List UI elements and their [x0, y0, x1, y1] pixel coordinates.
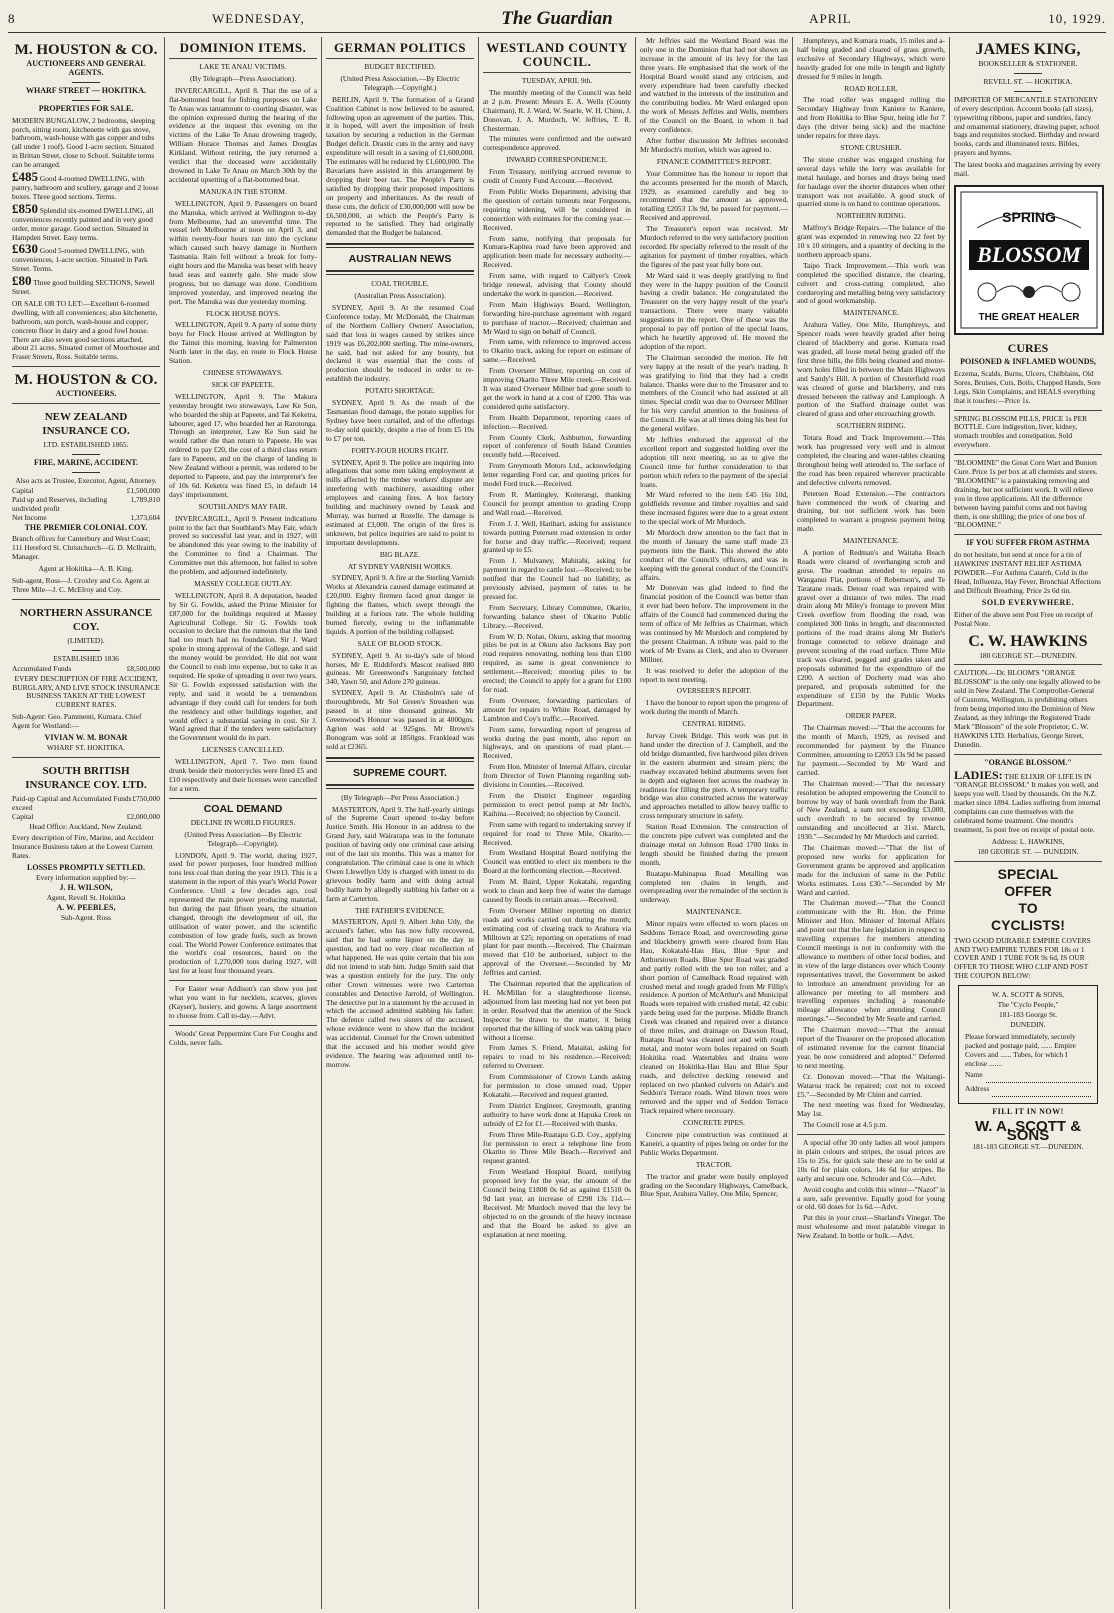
article-paragraph: A portion of Redman's and Waitaha Beach Roads were cleared of overhanging scrub and gorse. The roadman attended to repairs on Wanganui Flat, portions of Robertson's, and Te Taratane roads. Detour road was repaired with gravel over a distance of two miles. The road drain along Mr Miley's frontage to prevent Mint Creek overflow from flooding the road, was completed 300 links in length, and disconnected portions of the road drains along Mr Butler's frontage connected to relieve drainage and prevent scouring of the road surface. Three Mile track was cleared, pegged and grades taken and proposals submitted for the expenditure of the £200. A section of Docherty road was also prepared, and proposals submitted for the expenditure of £150 by the Public Works Department. [797, 548, 945, 709]
ladies-address-2: 180 GEORGE ST. — DUNEDIN. [977, 846, 1079, 856]
article-paragraph: From Overseer Millner, reporting on cost of improving Okarito Three Mile creek.—Received. It was stated Overseer Millner had gone south to get the work in hand at a cost of £200. This was considered quite satisfactory. [483, 366, 631, 411]
houston-ad-sub: AUCTIONEERS AND GENERAL AGENTS. [26, 59, 146, 77]
article-paragraph: From same with regard to undertaking survey if required for road to Three Mile, Okarito.—Received. [483, 819, 631, 847]
article-subtitle: DECLINE IN WORLD FIGURES. [190, 817, 296, 827]
masthead-month: APRIL [809, 11, 852, 26]
article-paragraph: From same, with reference to improved access to Okarito track, asking for report on estimate of same.—Received. [483, 337, 631, 365]
article-paragraph: After further discussion Mr Jeffries seconded Mr Murdoch's motion, which was agreed to. [640, 135, 788, 154]
offer-line-3: TO [1018, 899, 1038, 916]
listing-text: Splendid six-roomed DWELLING, all conveniences recently painted and in very good order, motor garage. Good section. Situated in Hampden Street. Easy terms. [12, 205, 154, 242]
article-paragraph: The Chairman moved:—"That the Council communicate with the Rt. Hon. the Prime Minister and Hon. Minister of Internal Affairs and point out that the late legislation in respect to travelling expenses for members attending Council meetings is not in conformity with the allowance to members of other local bodies, and in view of the large distances over which County representatives travel, the Government be asked to introduce an amendment providing for an allowance per meeting to all members and travelling expenses including a reasonable mileage allowance when attending Council meetings."—Seconded by Mr Searle and carried. [797, 898, 945, 1024]
ladies-text: THE ELIXIR OF LIFE IS IN "ORANGE BLOSSOM." It makes you well, and keeps you well. Used by thousands. On the N.Z. market since 1894. Ladies suffering from internal complaints can cure themselves with the celebrated home treatment. One month's treatment, 5s post free on receipt of postal note. [954, 771, 1101, 834]
coupon-address: 181-183 George St. [999, 1010, 1057, 1019]
article-paragraph: Mr Ward said it was deeply gratifying to find they were in the happy position of the Council having a credit balance. He congratulated the Treasurer on the very happy result of the year's transactions. There were many valuable suggestions in the report. One of these was the proposal to pay off portion of the special loans, which he heartily approved of. He moved the adoption of the report. [640, 270, 788, 351]
advertisement: For Easter wear Addison's can show you just what you want in fur necklets, scarves, gloves (Kayser), hosiery, and gowns. A large assortment to choose from. Call to-day.—Advt. [169, 984, 317, 1020]
article-paragraph: Petersen Road Extension.—The contractors have commenced the work of clearing and draining, but not sufficient work has been completed to warrant a progress payment being made. [797, 488, 945, 534]
article-paragraph: The Chairman moved:—"That the accounts for the month of March, 1929, as revised and recommended for payment by the Finance Committee, amounting to £2053 13s 9d be passed for payment.—Seconded by Mr Ward and carried. [797, 723, 945, 777]
article-paragraph: The Chairman moved:—"That the necessary resolution be adopted empowering the Council to borrow by way of bank overdraft from the Bank of New Zealand, a sum not exceeding £3,000, such overdraft to be secured by revenue outstanding and uncollected at 31st. March, 1930."—Seconded by Mr Murdoch and carried. [797, 778, 945, 842]
coupon-text: Please forward immediately, securely packed and postage paid, ...... Empire Covers and ...... Tubes, for which I enclose ....... [965, 1031, 1076, 1068]
nzi-branch: Branch offices for Canterbury and West Coast; 111 Hereford St. Christchurch—G. D. McIlraith, Manager. [12, 534, 157, 562]
address-field[interactable] [992, 1087, 1091, 1097]
row-value: £8,500,000 [126, 663, 160, 673]
masthead-date: 10, 1929. [1048, 11, 1106, 26]
columns [8, 37, 1106, 1609]
article-paragraph: MASTERTON, April 9. The half-yearly sittings of the Supreme Court opened to-day before Justice Smith. His Honour in an address to the Grand Jury, said Wairarapa was in the fortunate position of having only one criminal case arising out of the last six months. This was a matter for congratulation. The criminal case is one in which Owen Llewellyn Udy is charged with intent to do grievous bodily harm and with doing actual bodily harm by allegedly stabbing his father on a farm at Carterton. [326, 804, 474, 903]
advertisement: Woods' Great Peppermint Cure For Coughs and Colds, never fails. [169, 1028, 317, 1047]
nzi-income-row [12, 514, 160, 523]
sold-everywhere: SOLD EVERYWHERE. [981, 597, 1075, 607]
article-source: (United Press Association—By Electric Telegraph—Copyright). [184, 829, 302, 848]
article-paragraph: MASTERTON, April 9. Albert John Udy, the accused's father, who has now fully recovered, said that he had some liquor on the day in question, and had no very clear recollection of what happened. He was quite certain that his son did not intend to stab him. Judge Smith said that was a question entirely for the jury. The only other Crown witnesses were two Carterton constables and Detective Jarrold, of Wellington. The detective put in a statement by the accused in which the accused admitted stabbing his father. The defence called two sisters of the accused, whose evidence went to show that the incident was accidental. Counsel for the Crown submitted that the accused and his mother would give evidence. The hearing was adjourned until to-morrow. [326, 917, 474, 1069]
northern-funds-row [12, 665, 160, 674]
article-paragraph: Arahura Valley, One Mile, Humphreys, and Spencer roads were heavily graded after being cleared of blackberry and gorse. Kumara road was graded, all loose metal being graded off the first three hills, the fills being cleaned and motor-worn holes filled in between the Main Highways and Sandy's Hill. A portion of Chesterfield road was cleared of gorse and blackberry, and ruts dressed between the railway and Lamplough. A portion of the Stafford drainage outlet was cleared of grass and other encroaching growth. [797, 320, 945, 419]
king-ad-address: REVELL ST. — HOKITIKA. [983, 76, 1073, 86]
listing-80 [12, 273, 160, 297]
coupon-shop: The "Cyclo People," [997, 1000, 1059, 1010]
article-paragraph: BERLIN, April 9. The formation of a Grand Coalition Cabinet is now believed to be assured, following upon an agreement of the parties. This, it is hoped, will avert the imposition of fresh taxation by securing a reduction in the German Budget deficit. Drastic cuts in the army and navy expenditure will result in a saving of £1,600,000. The estimates will be reduced by £1,600,000. The Bavarians have assisted in this arrangement by dropping their beer tax. The People's Party is satisfied by dropping their proposed impositions on property and inheritances. As the result of these cuts, the deficit of £30,000,000 will now be £6,500,000, at which the People's Party is reported to be satisfied. They had originally demanded that the Budget be balanced. [326, 94, 474, 238]
article-title: LICENSES CANCELLED. [201, 745, 285, 755]
offer-line-1: SPECIAL [997, 865, 1059, 882]
northern-agent-address: WHARF ST. HOKITIKA. [46, 742, 126, 752]
asthma-title: IF YOU SUFFER FROM ASTHMA [966, 538, 1090, 548]
nzi-title: NEW ZEALAND INSURANCE CO. [42, 411, 130, 438]
australian-news-heading: AUSTRALIAN NEWS [348, 253, 452, 266]
row-label: Paid-up Capital and Accumulated Funds exceed [12, 793, 132, 812]
article-paragraph: WELLINGTON, April 9. A party of some thirty boys for Flock House arrived at Wellington by the Tainui this morning, leaving for Palmerston North later in the day, en route to Flock House Station. [169, 320, 317, 366]
ladies-title: LADIES: [954, 767, 1003, 782]
article-paragraph: From Secretary, Library Committee, Okarito, forwarding balance sheet of Okarito Public Library.—Received. [483, 602, 631, 630]
article-title: POTATO SHORTAGE. [365, 386, 435, 396]
blossom-top-text: SPRING [1002, 208, 1056, 225]
listing-price: £80 [12, 273, 32, 289]
row-value: £750,000 [132, 793, 160, 803]
article-subtitle: NORTHERN RIDING. [836, 211, 906, 221]
article-paragraph: The Council rose at 4.5 p.m. [803, 1120, 888, 1130]
article-paragraph: Mr Ward referred to the item £45 16s 10d, goldfields revenue and timber royalties and said these increased figures were due to a great extent to the special work of Mr Murdoch. [640, 490, 788, 527]
listing-text: Three good building SECTIONS, Sewell Street. [12, 278, 155, 297]
article-paragraph: From Main Highways Board, Wellington, forwarding hire-purchase agreement with regard to purchase of tractor.—Received; chairman and Mr Ward to sign on behalf of Council. [483, 299, 631, 336]
article-paragraph: The monthly meeting of the Council was held at 2 p.m. Present: Messrs E. A. Wells (County Chairman), R. J. Ward, W. Searle, W. H. Chinn, J. Donovan, J. A. Murdoch, W. Jeffries, T. R. Chesterman. [483, 87, 631, 133]
listing-text: Good 4-roomed DWELLING, with pantry, bathroom and scullery, garage and 2 loose boxes. Three good sections. Terms. [12, 174, 159, 201]
article-paragraph: From District Engineer, Greymouth, granting authority to have work done at Hapuka Creek on subsidy of £2 for £1.—Received with thanks. [483, 1100, 631, 1128]
column-2 [165, 37, 322, 1609]
article-subtitle: SICK OF PAPEETE. [211, 379, 275, 389]
article-paragraph: Cr. Donovan moved:—"That the Waitangi-Wataroa track be repaired; cost not to exceed £5."—Seconded by Mr Chinn and carried. [797, 1071, 945, 1099]
advertisement: Avoid coughs and colds this winter—"Nazol" is a sure, safe preventive. Equally good for young or old. 60 doses for 1s 6d.—Advt. [797, 1184, 945, 1212]
article-paragraph: SYDNEY, April 9. At to-day's sale of blood horses, Mr E. Riddiford's Mascot realised 880 guineas. Mr Greenwood's Sanguinary fetched 340, Yawn 50, and Adore 270 guineas. [326, 650, 474, 687]
asthma-text: do not hesitate, but send at once for a tin of HAWKINS' INSTANT RELIEF ASTHMA POWDER—For Asthma Catarrh, Cold in the Head, Influenza, Hay Fever, Bronchial Affections and Difficult Breathing. Price 2s 6d tin. [954, 550, 1101, 595]
article-subtitle: OVERSEER'S REPORT. [676, 686, 752, 696]
listing-485 [12, 169, 160, 202]
article-paragraph: From Hon. Minister of Internal Affairs, circular from Director of Town Planning regarding sub-divisions in Counties.—Received. [483, 762, 631, 790]
article-paragraph: The Chairman moved:—"That the annual report of the Treasurer on the proposed allocation of estimated revenue for the current financial year, be now considered and adopted." Deferred to next meeting. [797, 1025, 945, 1070]
nzi-colonial: THE PREMIER COLONIAL COY. [24, 522, 148, 532]
article-paragraph: From James S. Friend, Mataitai, asking for repairs to road to his residence.—Received; referred to Overseer. [483, 1043, 631, 1071]
article-paragraph: From W. D. Nolan, Okuru, asking that mooring piles be put in at Okuru also Jacksons Bay port road requires renovating, nothing less than £100 required, as same is great convenience to settlement.—Received; mooring piles to be erected; the Council to apply for a grant for £100 for road. [483, 631, 631, 694]
article-dateline: TUESDAY, APRIL 9th. [521, 76, 593, 85]
listing-price: £630 [12, 241, 38, 257]
offer-line-4: CYCLISTS! [991, 916, 1065, 933]
coal-demand-heading: COAL DEMAND [203, 802, 283, 815]
article-paragraph: SYDNEY, April 9. At the resumed Coal Conference today, Mr McDonald, the Chairman of the Northern Colliery Owners' Association, said that loss in wages caused by strikes since 1919 was £6,202,000 sterling. The mine-owners, he said, had not asked for any bounty, but declared it was essential that the costs of production should be reduced in order to re-establish the industry. [326, 303, 474, 384]
spring-blossom-logo [954, 185, 1104, 335]
article-paragraph: The next meeting was fixed for Wednesday, May 1st. [797, 1100, 945, 1119]
sbi-losses: LOSSES PROMPTLY SETTLED. [27, 863, 145, 873]
article-title: MASSEY COLLEGE OUTLAY. [194, 578, 292, 588]
sbi-paid-row [12, 795, 160, 813]
article-title: CHINESE STOWAWAYS. [203, 368, 283, 377]
article-subtitle: ROAD ROLLER. [844, 83, 898, 93]
king-ad-text-2: The latest books and magazines arriving by every mail. [954, 160, 1101, 179]
advertisement: A special offer 30 only ladies all wool jumpers in plain colours and stripes, the usual prices are 15s to 25s, for quick sale these are to be sold at 10s 6d for plain colors, 14s 6d for stripes. Be early and secure one. Schroder and Co.—Advt. [797, 1138, 945, 1183]
scott-title: W. A. SCOTT & SONS [974, 1118, 1082, 1145]
northern-agent-name: VIVIAN W. M. BONAR [44, 733, 128, 743]
sbi-agent2-address: Sub-Agent. Ross [60, 912, 112, 922]
article-paragraph: It was resolved to defer the adoption of the report to next meeting. [640, 665, 788, 684]
article-paragraph: From Public Works Department, advising that the question of certain turnouts near Fergusons, requiring widening, will be considered in connection with estimates for the coming year.—Received. [483, 186, 631, 232]
article-paragraph: The minutes were confirmed and the outward correspondence approved. [483, 134, 631, 153]
article-paragraph: The stone crusher was engaged crushing for several days while the lorry was available for metal haulage, and horses and drays being used for haulage over the shorter distances when other transport was not available. A good stock of quarried stone is on hand to continue operations. [797, 154, 945, 209]
sbi-info: Every information supplied by:— [36, 873, 136, 883]
houston2-title: M. HOUSTON & CO. [14, 372, 158, 389]
newspaper-title: The Guardian [501, 8, 613, 29]
listing-price: £485 [12, 169, 38, 185]
article-title: MANUKA IN THE STORM. [199, 186, 287, 196]
cures-text: Eczema, Scalds, Burns, Ulcers, Chilblains, Old Sores, Bruises, Cuts, Boils, Chapped Hands, Sore Legs, Skin Complaints, and HEALS everything that it touches:—Price 1s. [954, 368, 1101, 405]
offer-line-2: OFFER [1004, 882, 1052, 899]
nzi-established: LTD. ESTABLISHED 1865. [43, 440, 129, 450]
bloomine-ad: "BLOOMINE" the Great Corn Wart and Bunion Cure. Price 1s per box at all chemists and stores. "BLOOMINE" is a painstaking removing and draining, but not sufficient work. It will relieve you in three applications. All the difference between having painful corns and not having them, is one shilling; the price of one box of "BLOOMINE." [954, 458, 1098, 530]
article-title: COAL TROUBLE. [371, 279, 429, 289]
article-paragraph: Mr Donovan was glad indeed to find the financial position of the Council was better than it ever had been before. The improvement in the affairs of the Council had commenced during the term of office of Mr Jeffries as Chairman, which was continued by Mr Murdoch and completed by the present Chairman. A tribute was paid to the work of Mr Evans as Clerk, and also to Overseer Millner. [640, 583, 788, 664]
article-paragraph: The tractor and grader were busily employed grading on the Secondary Highways, Camelback, Blue Spur, Arahura Valley, One Mile, Spencer, [640, 1171, 788, 1199]
article-title: SALE OF BLOOD STOCK. [357, 638, 443, 648]
article-paragraph: The road roller was engaged rolling the Secondary Highway from Kaniere to Kaniere, and from Hokitika to Blue Spur, being idle for 7 days (the driver being sick) and the machine under repairs for three days. [797, 95, 945, 141]
article-paragraph: Mr Jeffries said the Westland Board was the only one in the Dominion that had not shown an increase in the amount of its levy for the last three years. He emphasised that the work of the Hospital Board would stand any criticism, and every expenditure had been carefully checked and watched in the interests of the institution and the contributing bodies. Mr Ward enlarged upon the work of Messrs Jeffries and Wells, members of the Council on the Board, in whom it had every confidence. [640, 37, 788, 135]
article-paragraph: WELLINGTON, April 9. The Makura yesterday brought two stowaways, Law Ke Sun, who boarded the ship at Papeete, and Tai Keketra, labourer, aged 17, who boarded her at Rarotonga. Through an interpreter, Law Ke Sun said he would rather die than return to Papeete. He was ordered to pay £20, the cost of a third class return fare to Papeete, and on the charge of landing in New Zealand without a permit, was ordered to be deported to Papeete, and pay the interpreter's fee of 10s 6d. Keketra was fined £5, in default 14 days' imprisonment. [169, 391, 317, 499]
article-subtitle: ORDER PAPER. [845, 711, 897, 721]
listing-price: £850 [12, 200, 38, 216]
article-paragraph: SYDNEY, April 9. A fire at the Sterling Varnish Works at Alexandria caused damage estimated at £20,000. Eighty firemen faced great danger in fighting the flames, which swept through the building at a furious rate. The whole building burned fiercely, owing to the inflammable liquids. A portion of the building collapsed. [326, 573, 474, 636]
article-paragraph: WELLINGTON, April 9. Passengers on board the Manuka, which arrived at Wellington to-day from Melbourne, had an uneventful time. The vessel left Melbourne at noon on April 3, and within twenty-four hours ran into the cyclone which caused such heavy damage in Northern Tasmania. Rain fell without a break for forty-eight hours and the Manuka was beset with heavy head seas and easterly gale. She made slow progress, but no damage was done. Conditions improved yesterday, and improved nearing the port. The Manuka was due yesterday morning. [169, 198, 317, 306]
column-5 [636, 37, 793, 1609]
king-ad-text: IMPORTER OF MERCANTILE STATIONERY of every description. Account books (all sizes), typewriting ribbons, paper and sundries, fancy and ornamental stationery, drawing paper, school bags and requisites stocked. Birthday and reward books, cards and illuminated texts. Bibles, prayers and hymns. [954, 94, 1100, 158]
article-paragraph: Totara Road and Track Improvement.—This work has progressed very well and is almost completed, the clearing and water-tables cleaning throughout being well attended to. The surface of the road has been repaired wherever practicable and defective culverts removed. [797, 433, 945, 487]
northern-title: NORTHERN ASSURANCE COY. [19, 606, 153, 633]
article-title: FLOCK HOUSE BOYS. [205, 308, 281, 318]
article-paragraph: From J. J. Well, Harihari, asking for assistance towards putting Petersen road extension in order for horse and dray traffic.—Received; request granted up to £5. [483, 518, 631, 555]
listing-630 [12, 241, 160, 274]
nzi-kinds: FIRE, MARINE, ACCIDENT. [33, 458, 139, 468]
article-paragraph: From Greymouth Motors Ltd., acknowledging letter regarding Ford car, and quoting prices for model Ford truck.—Received. [483, 461, 631, 489]
blossom-word: BLOSSOM [977, 241, 1081, 267]
article-paragraph: From same, forwarding report of progress of works during the past month, also report on highways, and on questions of road plant.—Received. [483, 724, 631, 761]
row-value: £2,000,000 [126, 811, 160, 821]
row-label: Accumulated Funds [12, 663, 72, 673]
coupon-firm: W. A. SCOTT & SONS, [991, 990, 1065, 1000]
coupon-address-row [965, 1085, 1091, 1099]
article-paragraph: From Commissioner of Crown Lands asking for permission to close unused road, Upper Kokatahi.—Received and request granted. [483, 1072, 631, 1099]
article-paragraph: From Health Department, reporting cases of infection.—Received. [483, 412, 631, 431]
article-paragraph: From Overseer Millner reporting on district roads and works carried out during the month; estimating cost of clearing track to Arahura via Milltown at £25; reporting on operations of road plant for past month.—Received. The Chairman moved that £10 be authorised, subject to the approval of the Overseer.—Seconded by Mr Jeffries and carried. [483, 905, 631, 978]
cures-sub: POISONED & INFLAMED WOUNDS, [960, 356, 1096, 366]
row-label: Capital [12, 485, 34, 495]
article-source: (United Press Association.—By Electric Telegraph.—Copyright.) [340, 73, 460, 92]
ladies-ad [954, 767, 1102, 835]
article-title: LAKE TE ANAU VICTIMS. [199, 62, 287, 71]
article-paragraph: The Chairman reported that the application of H. McMillan for a slaughterhouse license, adjourned from last meeting had not yet been put in order. Resolved that the attention of the Stock Inspector be drawn to the matter, it being reported that the killing of stock was taking place without a license. [483, 979, 631, 1042]
article-paragraph: INVERCARGILL, April 8. That the use of a flat-bottomed boat for fishing purposes on Lake Te Anau was tantamount to courting disaster, was the opinion expressed during the hearing of the evidence at the inquest this evening on the victims of the Lake Te Anau drowning tragedy, William Horace Thomas and James Douglas Kirkland. Without retiring, the jury returned a verdict that the deceased were accidentally drowned in Lake Te Anau on March 30th by the accidental upsetting of a flat-bottomed boat. [169, 85, 317, 184]
masthead-day: WEDNESDAY, [212, 11, 305, 26]
article-paragraph: Ruatapu-Mahinapua Road Metalling was completed ten chains in length, and overspreading over the remainder of the section is underway. [640, 868, 788, 905]
article-paragraph: From Overseer, forwarding particulars of amount for repairs to White Road, damaged by Lambton and Coy's traffic.—Received. [483, 695, 631, 723]
column-4 [479, 37, 636, 1609]
article-paragraph: SYDNEY, April 9. As the result of the Tasmanian flood damage, the potato supplies for Sydney have been curtailed, and of the offerings to-day sold quickly, despite a rise of from £5 10s to £7 per ton. [326, 398, 474, 443]
cyclist-coupon [958, 985, 1098, 1104]
article-paragraph: From Three Mile-Ruatapu G.D. Coy., applying for permission to erect a telephone line from Okarito to Three Mile Beach.—Received and request granted. [483, 1129, 631, 1166]
article-paragraph: Mr Jeffries endorsed the approval of the excellent report and suggested holding over the adoption till next meeting, so as to give the Council time for further consideration to that portion which refers to the payment of the special loans. [640, 434, 788, 489]
article-paragraph: Malfroy's Bridge Repairs.—The balance of the grant was expended in renewing two 22 feet by 10 x 10 stringers, and a quantity of decking in the northern approach spans. [797, 223, 945, 259]
coupon-name-row [965, 1071, 1091, 1085]
scott-address: 181-183 GEORGE ST.—DUNEDIN. [972, 1142, 1084, 1152]
row-value: 1,373,604 [130, 512, 160, 522]
listing-text: Good 5-roomed DWELLING, with conveniences, 1-acre section. Situated in Park Street. Terms. [12, 246, 148, 274]
article-paragraph: SYDNEY, April 9. At Chisholm's sale of thoroughbreds, Mr Sol Green's Streashen was passed in at nine thousand guineas. Mr Greenwood's Honour was passed in at 4000gns. Agrion was sold at 925gns. Mr Brown's Bonogram was sold at 1850gns. Franklead was sold at £2365. [326, 688, 474, 751]
article-source: (By Telegraph—Per Press Association.) [341, 792, 459, 802]
article-paragraph: From same, notifying that proposals for Kumara-Kapitea road have been approved and application been made for necessary authority.—Received. [483, 233, 631, 270]
sbi-title: SOUTH BRITISH INSURANCE COY. LTD. [25, 764, 147, 791]
coupon-address-label: Address [965, 1084, 990, 1094]
masthead [8, 6, 1106, 33]
nzi-paid-row [12, 496, 160, 514]
article-subtitle: FINANCE COMMITTEE'S REPORT. [656, 156, 772, 166]
blossom-illustration [957, 188, 1101, 332]
article-source: (By Telegraph—Press Association). [190, 73, 296, 83]
northern-established: ESTABLISHED 1836 [53, 653, 119, 663]
article-subtitle: TRACTOR. [695, 1159, 733, 1169]
row-label: Capital [12, 811, 34, 821]
offer-text: TWO GOOD DURABLE EMPIRE COVERS AND TWO EMPIRE TUBES FOR 18s or 1 COVER AND 1 TUBE FOR 9s 6d, IS OUR OFFER TO THOSE WHO CLIP AND POST THE COUPON BELOW: [954, 935, 1091, 981]
page-number: 8 [8, 11, 16, 26]
article-paragraph: LONDON, April 9. The world, during 1927, used for power purposes, four hundred million tons less coal than during the year 1913. This is a statement in the report of this year's World Power Conference. Until a few decades ago, coal represented the main power producing material, but during the past fifteen years, the situation changed, through the development of oil, the utilisation of water power, and the scientific combustion of low grade fuels, such as brown coal. The World Power Conference estimates that the world's coal resources, based on the production of 1,270,000 tons during 1927, will last for at least four thousand years. [169, 850, 317, 976]
german-politics-heading: GERMAN POLITICS [326, 41, 474, 59]
listing-sale-or-let: OR SALE OR TO LET:—Excellent 6-roomed dwelling, with all conveniences; also kitchenette, bathroom, sun porch, wash-house and copper; concrete floor in dairy and a good fowl house. There are also seven good sections attached, about 21 acres. Situated corner of Moorhouse and Fraser Streets, Ross. Suitable terms. [12, 298, 160, 362]
nzi-subagent: Sub-agent, Ross—J. Croxley and Co. Agent at Three Mile—J. C. McElroy and Coy. [12, 576, 150, 594]
article-subtitle: STONE CRUSHER. [840, 142, 902, 152]
article-paragraph: The Chairman moved:—"That the list of proposed new works for application for Government grants be approved and application made for the inclusion of same in the Public Works estimates. Loss £30."—Seconded by Mr Ward and carried. [797, 843, 945, 897]
coupon-name-label: Name [965, 1070, 983, 1080]
pills-ad: SPRING BLOSSOM PILLS, PRICE 1s PER BOTTLE. Cure indigestion, liver, kidney, stomach troubles and constipation. Sold everywhere. [954, 413, 1088, 450]
column-3 [322, 37, 479, 1609]
article-subtitle: MAINTENANCE. [685, 907, 743, 917]
northern-text: EVERY DESCRIPTION OF FIRE ACCIDENT, BURGLARY, AND LIVE STOCK INSURANCE BUSINESS TAKEN AT THE LOWEST CURRENT RATES. [12, 673, 160, 710]
coupon-city: DUNEDIN. [1010, 1019, 1046, 1029]
article-title: FORTY-FOUR HOURS FIGHT. [351, 445, 449, 455]
article-subtitle: SOUTHERN RIDING. [836, 421, 906, 431]
article-paragraph: From same, with regard to Callyer's Creek bridge renewal, advising that County should undertake the work in question.—Received. [483, 271, 631, 298]
article-paragraph: From M. Baird, Upper Kokatahi, regarding work to clean and keep free of water the damage caused by floods in certain areas.—Received. [483, 877, 631, 904]
column-7 [950, 37, 1106, 1609]
row-label: Net Income [12, 512, 47, 522]
article-subtitle: THE FATHER'S EVIDENCE. [355, 905, 445, 915]
houston-ad-title: M. HOUSTON & CO. [14, 42, 158, 58]
article-subtitle: MAINTENANCE. [842, 536, 900, 546]
article-paragraph: Minor repairs were effected to worn places on Seddons Terrace Road, and overcrowding gorse and blackberry growth were cleared from Hau Hau, Kokatahi-Hau Hau, Blue Spur and Arthurstown Roads. Blue Spur Road was graded and partly rolled with the ten ton roller, and a short portion of Camelback Road repaired with crushed metal and rough graded from Mr Fillip's residence. A portion of McArthur's and Municipal Roads were repaired with crushed metal, 42 cubic yards being used for the purpose. Middle Branch Creek was cleaned and repaired over a distance of three miles, and drainage on Dawson Road, Ruatapu Road was cleaned out and with rough metal, and motor worn holes repaired on South Hokitika road. Watertables and drains were cleaned on Hokitika-Hau Hau and Blue Spur roads, and defective decking renewed and replaced on two planked culverts on Adair's and Seddon's Terrace roads. Wind blown trees were removed and the upper end of Seddon Terrace Track repaired where necessary. [640, 919, 788, 1116]
article-title: SOUTHLAND'S MAY FAIR. [198, 501, 288, 511]
row-value: £1,500,000 [126, 485, 160, 495]
ladies-address-1: Address: L. HAWKINS, [991, 836, 1065, 846]
cures-title: CURES [1007, 340, 1049, 355]
article-paragraph: From J. Mulvaney, Mahitahi, asking for payment in regard to cattle lost.—Received; to be notified that the Council had no liability, as previously advised, payment of rates to be pressed for. [483, 556, 631, 601]
article-title: BIG BLAZE. [379, 549, 421, 559]
hawkins-address: 180 GEORGE ST.—DUNEDIN. [979, 650, 1077, 660]
article-paragraph: Jurvay Creek Bridge. This work was put in hand under the direction of J. Campbell, and the old bridge dismantled, five hardwood piles driven in the eastern abutment and stream piers; the roadway excavated behind abutments seven feet in depth and eighteen feet across the roadway in readiness for filling the piers. A temporary traffic bridge was also constructed across the waterway and approaches metalled to allow heavy traffic to cross temporary structure in safety. [640, 731, 788, 821]
article-paragraph: Humphreys, and Kumara roads, 15 miles and a-half being graded and cleared of grass growth, exclusive of Secondary Highways, which were heavily graded for one mile in length and lightly dressed for 9 miles in length. [797, 37, 945, 81]
article-paragraph: INVERCARGILL, April 9. Present indications point to the fact that Southland's May Fair, which proved so successful last year, and in 1927, will be abandoned this year owing to the inability of the Committee to find a Chairman. The Committee met this afternoon, but failed to solve the problem, and adjourned indefinitely. [169, 513, 317, 577]
name-field[interactable] [986, 1073, 1091, 1083]
northern-sub: (LIMITED). [67, 635, 105, 645]
properties-heading: PROPERTIES FOR SALE. [38, 103, 134, 113]
row-value: 1,789,810 [130, 494, 160, 504]
article-subtitle: CENTRAL RIDING. [682, 719, 746, 729]
orange-blossom-title: "ORANGE BLOSSOM." [984, 757, 1072, 767]
article-paragraph: The Chairman seconded the motion. He felt very happy at the result of the year's trading. It was gratifying to find that they had a credit balance. Thanks were due to the Treasurer and to members of the Council who had assisted at all times. Special credit was due to Overseer Millner for his very careful attention to the business of the Council. He was at all times doing his best for the general welfare. [640, 352, 788, 434]
listing-850 [12, 200, 160, 243]
northern-subagent: Sub-Agent: Geo. Pammenti, Kumara. Chief Agent for Westland:— [12, 712, 142, 731]
article-paragraph: From R. Mattingley, Koiterangi, thanking Council for prompt attention to grading Cropp and Wall road.—Received. [483, 489, 631, 517]
caution-text: CAUTION.—Dr. BLOOM'S "ORANGE BLOSSOM" is the only one legally allowed to be sold in New Zealand. The Comptroller-General of Customs, Wellington, is prohibiting others from being imported into the Dominion of New Zealand, as they infringe the Registered Trade Mark "Blossom" of the sole Proprietor, C. W. HAWKINS LTD. Herbalists, George Street, Dunedin. [954, 668, 1101, 749]
article-subtitle: AT SYDNEY VARNISH WORKS. [347, 561, 453, 571]
article-paragraph: Your Committee has the honour to report that the accounts presented for the month of March, 1929, as examined carefully and beg to recommend that the amount as approved, totalling £2053 13s 9d, be passed for payment.—Received and approved. [640, 168, 788, 223]
supreme-court-heading: SUPREME COURT. [353, 766, 447, 779]
sbi-agent2: A. W. PEEBLES, [56, 902, 116, 912]
article-source: (Australian Press Association). [354, 291, 446, 301]
article-paragraph: SYDNEY, April 9. The police are inquiring into allegations that some men taking employment at mills affected by the timber workers' dispute are interfering with machinery, assaulting other employees and causing fires. A box factory building and machinery owned by Leask and Murray, was burned at Rozelle. The damage is estimated at £3,000. The origin of the fires is unknown, but police inquiries are said to point to important developments. [326, 457, 474, 547]
article-subtitle: MAINTENANCE. [842, 308, 900, 318]
sbi-capital-row [12, 813, 160, 822]
article-paragraph: From Westland Hospital Board, notifying proposed levy for the year, the amount of the Council being £1808 0s 6d as against £1510 0s 9d last year, an increase of £298 13s 11d.—Received. Mr Murdoch moved that the levy be objected to on the grounds of the heavy increase and that the Board be asked to give an explanation at next meeting. [483, 1167, 631, 1239]
houston2-sub: AUCTIONEERS. [55, 389, 117, 399]
king-ad-sub: BOOKSELLER & STATIONER. [978, 59, 1078, 68]
article-paragraph: From the District Engineer regarding permission to erect petrol pump at Mr Inch's, Kaihina.—Received; no objection by Council. [483, 790, 631, 818]
article-paragraph: From Westland Hospital Board notifying the Council was entitled to elect six members to the Board at the forthcoming election.—Received. [483, 848, 631, 876]
article-paragraph: Station Road Extension. The construction of the concrete pipe culvert was completed and the drainage metal on Johnson Road 1700 links in length should be finished during the present month. [640, 822, 788, 867]
sbi-agent: J. H. WILSON, [59, 883, 113, 892]
houston-ad-address: WHARF STREET — HOKITIKA. [25, 85, 147, 95]
column-6 [793, 37, 950, 1609]
article-paragraph: WELLINGTON, April 7. Two men found drunk beside their motorcycles were fined £5 and £10 respectively and their licenses were cancelled for a term. [169, 757, 317, 793]
hawkins-title: C. W. HAWKINS [968, 632, 1088, 650]
article-paragraph: Mr Murdoch drew attention to the fact that in the month of January the same staff made 23 payments into the Bank. This showed the able conduct of the Council's officers, and was in keeping with the general conduct of the Council's affairs. [640, 528, 788, 582]
article-paragraph: Concrete pipe construction was continued at Kaneiri, a quantity of pipes being on order for the Public Works Department. [640, 1130, 788, 1157]
article-subtitle: CONCRETE PIPES. [682, 1118, 745, 1128]
westland-council-heading: WESTLAND COUNTY COUNCIL. [483, 41, 631, 73]
row-label: Paid up and Reserves, including undivided profit [12, 494, 108, 513]
article-paragraph: From County Clerk, Ashburton, forwarding report of conference of South Island Counties recently held.—Received. [483, 432, 631, 460]
nzi-text: Also acts as Trustee, Executor, Agent, Attorney. [15, 476, 157, 485]
blossom-bottom-text: THE GREAT HEALER [978, 311, 1080, 323]
column-1 [8, 37, 165, 1609]
king-ad-title: JAMES KING, [975, 41, 1081, 58]
listing-bungalow: MODERN BUNGALOW, 2 bedrooms, sleeping porch, sitting room, kitchenette with gas stove, bathroom, wash-house with gas copper and tubs (all under 1 roof). Good 1-acre section. Situated in Brittan Street, close to School. Suitable terms can be arranged. [12, 115, 156, 170]
article-subtitle: INWARD CORRESPONDENCE. [506, 155, 608, 165]
article-paragraph: From Treasury, notifying accrued revenue to credit of County Fund Account.—Received. [483, 167, 631, 186]
article-paragraph: Taipo Track Improvement.—This work was completed the specified distance, the clearing, culvert and cross-cutting completed, also corduroying and metalling being very satisfactory and of good workmanship. [797, 260, 945, 306]
article-paragraph: WELLINGTON, April 8. A deputation, headed by Sir G. Fowlds, asked the Prime Minister for £87,000 for the buildings required at Massey Agricultural College. Sir G. Fowlds took occasion to declare that the rumours that the land had too much had no foundation. Sir J. Ward spoke in strong approval of the College, and said the money would be provided. He did not want the Council to rush into expense, but to take it as required. He spoke of spreading it over two years. Sir G. Fowlds expressed satisfaction with the reply, and said it would be a tremendous advantage if they could call for tenders for both the residency and other buildings together, and would effect a substantial saving in cost. Sir J. Ward agreed that if the tenders were satisfactory the Government would do its part. [169, 590, 317, 743]
sbi-text: Every description of Fire, Marine, and Accident Insurance Business taken at the Lowest Current Rates. [12, 833, 154, 861]
dominion-items-heading: DOMINION ITEMS. [169, 41, 317, 59]
fill-it-in: FILL IT IN NOW! [992, 1107, 1064, 1117]
article-paragraph: The Treasurer's report was received. Mr Murdoch referred to the very satisfactory position recorded. He specially referred to the result of the agitation for payment of timber royalties, which the figures of the past year fully bore out. [640, 224, 788, 269]
nzi-agent: Agent at Hokitika—A. B. King. [38, 564, 134, 574]
advertisement: Put this in your crust—Sharland's Vinegar. The most wholesome and most palatable vinegar in New Zealand. In bottle or bulk.—Advt. [797, 1213, 945, 1241]
sold-text: Either of the above sent Post Free on receipt of Postal Note. [954, 609, 1093, 628]
sbi-office: Head Office: Auckland, New Zealand. [29, 821, 143, 831]
article-paragraph: I have the honour to report upon the progress of work during the month of March. [640, 698, 788, 717]
sbi-agent-address: Agent, Revell St. Hokitika [46, 892, 126, 902]
article-subtitle: BUDGET RECTIFIED. [364, 62, 436, 71]
